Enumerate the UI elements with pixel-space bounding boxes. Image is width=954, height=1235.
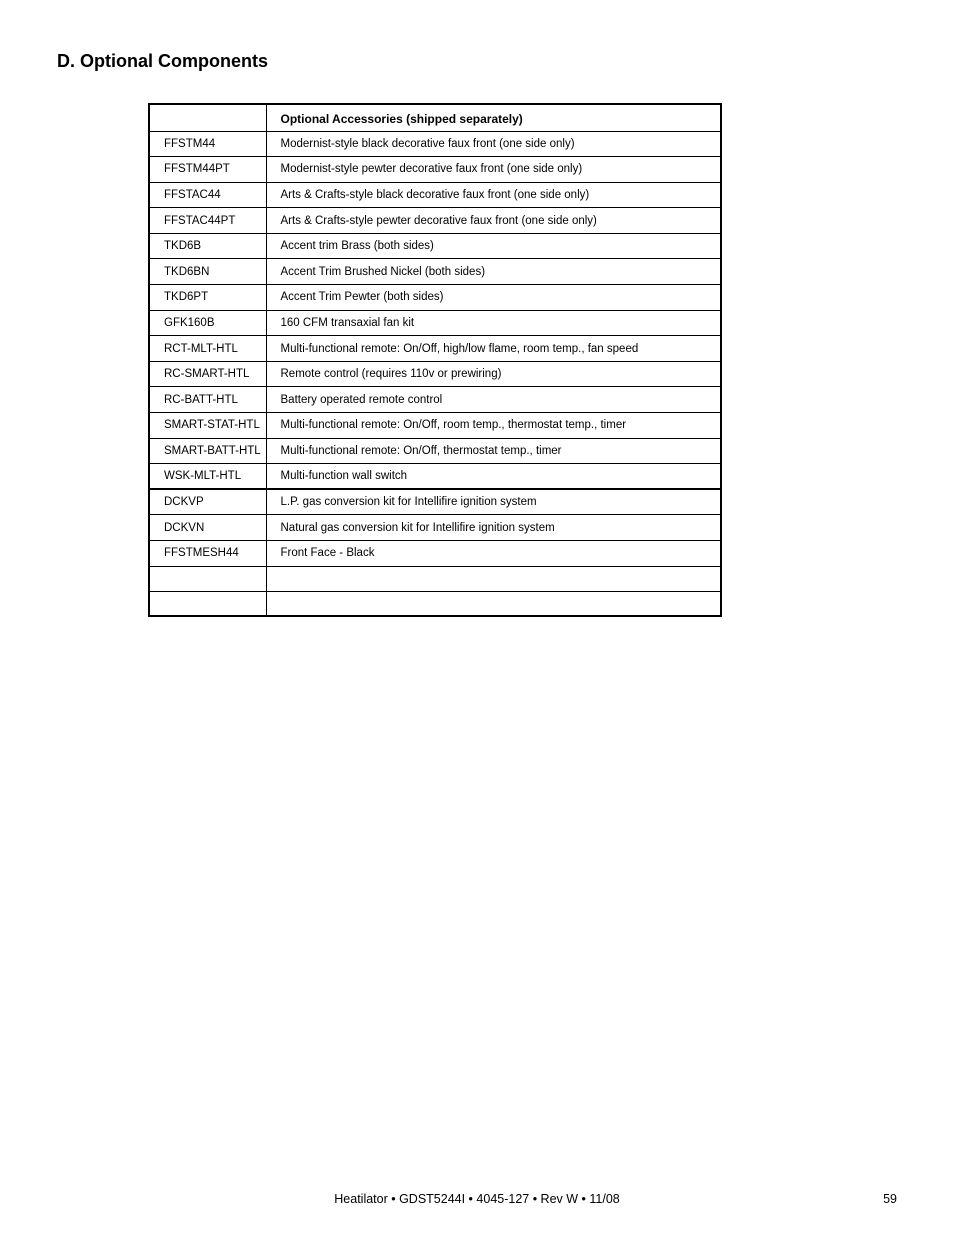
table-row [149, 233, 721, 259]
part-code [149, 591, 266, 616]
part-code: WSK-MLT-HTL [149, 464, 266, 490]
table-row [149, 336, 721, 362]
table-row [149, 131, 721, 157]
table-row [149, 310, 721, 336]
table-row [149, 285, 721, 311]
table-row [149, 438, 721, 464]
table-row [149, 541, 721, 567]
table-row [149, 259, 721, 285]
part-code [149, 566, 266, 591]
table-row [149, 464, 721, 490]
table-row [149, 182, 721, 208]
table-row [149, 157, 721, 183]
part-code: DCKVN [149, 515, 266, 541]
part-description: Accent trim Brass (both sides) [266, 233, 721, 259]
table-row [149, 413, 721, 439]
part-code: FFSTM44 [149, 131, 266, 157]
part-code: DCKVP [149, 489, 266, 515]
page-footer: Heatilator • GDST5244I • 4045-127 • Rev W • 11/08 [334, 1192, 620, 1206]
part-code: TKD6BN [149, 259, 266, 285]
part-description: Natural gas conversion kit for Intellifire ignition system [266, 515, 721, 541]
part-code: SMART-STAT-HTL [149, 413, 266, 439]
part-description: Front Face - Black [266, 541, 721, 567]
part-description: Accent Trim Brushed Nickel (both sides) [266, 259, 721, 285]
part-description: Multi-functional remote: On/Off, thermostat temp., timer [266, 438, 721, 464]
part-code: FFSTAC44 [149, 182, 266, 208]
part-code: GFK160B [149, 310, 266, 336]
part-code: FFSTMESH44 [149, 541, 266, 567]
header-description-cell: Optional Accessories (shipped separately) [266, 104, 721, 131]
table-row [149, 208, 721, 234]
page-number: 59 [883, 1192, 897, 1206]
optional-accessories-table [148, 103, 722, 617]
part-code: TKD6B [149, 233, 266, 259]
part-code: FFSTM44PT [149, 157, 266, 183]
table-row [149, 591, 721, 616]
part-description: Accent Trim Pewter (both sides) [266, 285, 721, 311]
part-description: Modernist-style black decorative faux front (one side only) [266, 131, 721, 157]
table-row [149, 489, 721, 515]
table-header-row [149, 104, 721, 131]
part-description: Multi-function wall switch [266, 464, 721, 490]
table-row [149, 361, 721, 387]
table-row [149, 566, 721, 591]
part-description [266, 591, 721, 616]
header-code-cell [149, 104, 266, 131]
part-description: Battery operated remote control [266, 387, 721, 413]
part-description: 160 CFM transaxial fan kit [266, 310, 721, 336]
part-code: RCT-MLT-HTL [149, 336, 266, 362]
part-code: SMART-BATT-HTL [149, 438, 266, 464]
part-code: FFSTAC44PT [149, 208, 266, 234]
part-description: Arts & Crafts-style black decorative faux front (one side only) [266, 182, 721, 208]
part-description: Arts & Crafts-style pewter decorative faux front (one side only) [266, 208, 721, 234]
part-description: Multi-functional remote: On/Off, room temp., thermostat temp., timer [266, 413, 721, 439]
part-description: L.P. gas conversion kit for Intellifire ignition system [266, 489, 721, 515]
part-code: RC-BATT-HTL [149, 387, 266, 413]
part-description: Modernist-style pewter decorative faux front (one side only) [266, 157, 721, 183]
part-description: Multi-functional remote: On/Off, high/low flame, room temp., fan speed [266, 336, 721, 362]
section-title: D. Optional Components [57, 51, 268, 71]
part-description [266, 566, 721, 591]
part-description: Remote control (requires 110v or prewiring) [266, 361, 721, 387]
table-row [149, 515, 721, 541]
table-row [149, 387, 721, 413]
part-code: TKD6PT [149, 285, 266, 311]
part-code: RC-SMART-HTL [149, 361, 266, 387]
